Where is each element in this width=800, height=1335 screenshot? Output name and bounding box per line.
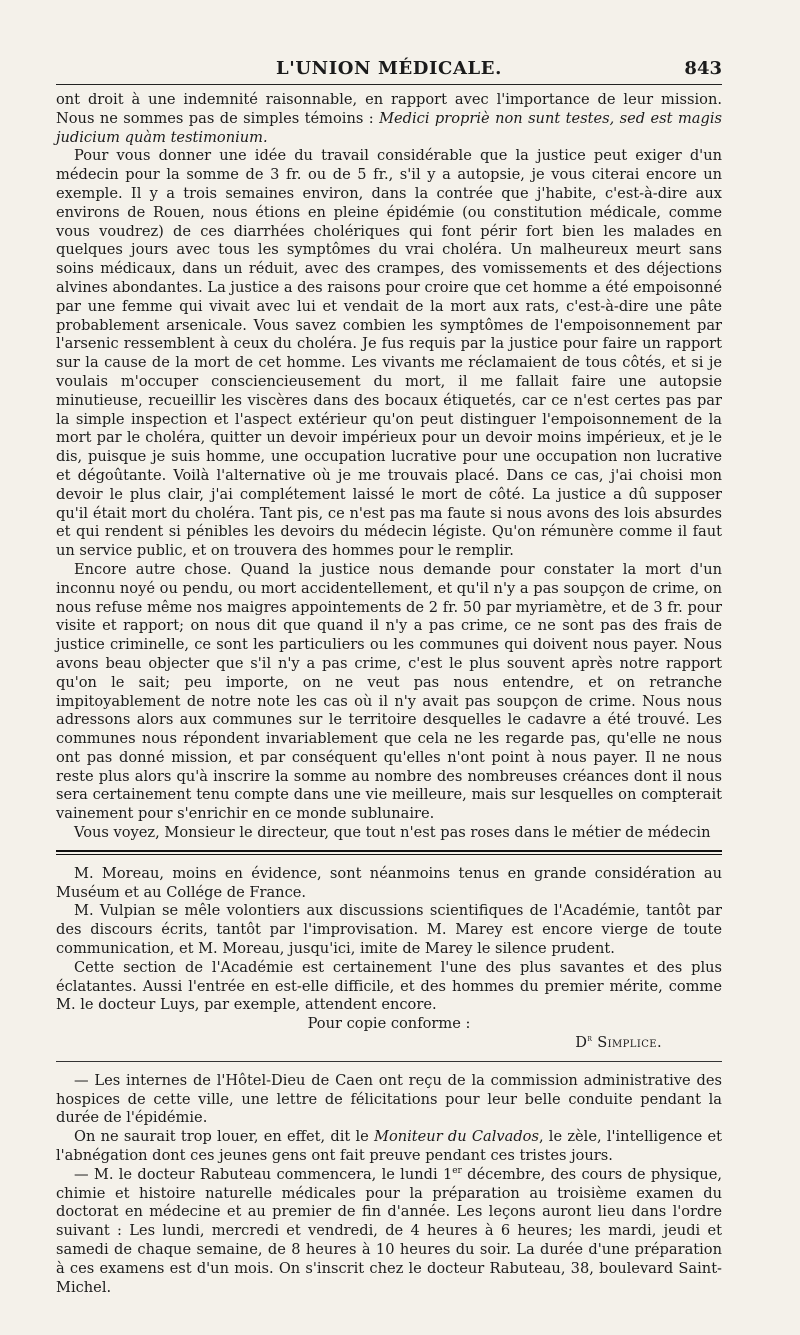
feuilleton-paragraph: M. Vulpian se mêle volontiers aux discussions scientifiques de l'Académie, tantôt par des discours écrits, tantôt par l'improvisation. M. Marey est encore vierge de toute communication, et M. Moreau, jusqu'ici, imite de Marey le silence prudent. — [56, 902, 722, 958]
article-body — [56, 91, 722, 843]
news-item: On ne saurait trop louer, en effet, dit le Moniteur du Calvados, le zèle, l'intelligence et l'abnégation dont ces jeunes gens ont fait preuve pendant ces tristes jours. — [56, 1128, 722, 1165]
latin-quote: Medici propriè non sunt testes, sed est magis judicium quàm testimonium. — [56, 109, 722, 146]
article-paragraph: Pour vous donner une idée du travail considérable que la justice peut exiger d'un médecin pour la somme de 3 fr. ou de 5 fr., s'il y a autopsie, je vous citerai encore un exemple. Il y a trois semaines environ, dans la contrée que j'habite, c'est-à-dire aux environs de Rouen, nous étions en pleine épidémie (ou constitution médicale, comme vous voudrez) de ces diarrhées cholériques qui font périr fort bien les malades en quelques jours avec tous les symptômes du vrai choléra. Un malheureux meurt sans soins médicaux, dans un réduit, avec des crampes, des vomissements et des déjections alvines abondantes. La justice a des raisons pour croire que cet homme a été empoisonné par une femme qui vivait avec lui et vendait de la mort aux rats, c'est-à-dire une pâte probablement arsenicale. Vous savez combien les symptômes de l'empoisonnement par l'arsenic ressemblent à ceux du choléra. Je fus requis par la justice pour faire un rapport sur la cause de la mort de cet homme. Les vivants me réclamaient de tous côtés, et si je voulais m'occuper consciencieusement du mort, il me fallait faire une autopsie minutieuse, recueillir les viscères dans des bocaux étiquetés, car ce n'est certes pas par la simple inspection et l'aspect extérieur qu'on peut distinguer l'empoisonnement de la mort par le choléra, quitter un devoir impérieux pour un devoir moins impérieux, et je le dis, puisque je suis homme, une occupation lucrative pour une occupation non lucrative et dégoûtante. Voilà l'alternative où je me trouvais placé. Dans ce cas, j'ai choisi mon devoir le plus clair, j'ai complétement laissé le mort de côté. La justice a dû supposer qu'il était mort du choléra. Tant pis, ce n'est pas ma faute si nous avons des lois absurdes et qui rendent si pénibles les devoirs du médecin légiste. Qu'on rémunère comme il faut un service public, et on trouvera des hommes pour le remplir. — [56, 147, 722, 560]
feuilleton-separator — [56, 850, 722, 855]
news-section — [56, 1072, 722, 1298]
article-paragraph: Vous voyez, Monsieur le directeur, que tout n'est pas roses dans le métier de médecin — [74, 824, 711, 842]
feuilleton-paragraph: Cette section de l'Académie est certainement l'une des plus savantes et des plus éclatantes. Aussi l'entrée en est-elle difficile, et des hommes du premier mérite, comme M. le docteur Luys, par exemple, attendent encore. — [56, 958, 722, 1014]
signature: $D^r$ Simplice. — [575, 1034, 662, 1052]
journal-title: L'UNION MÉDICALE. — [276, 58, 502, 79]
page-number: 843 — [684, 58, 722, 79]
copy-line: Pour copie conforme : — [307, 1015, 471, 1033]
news-item: — M. le docteur Rabuteau commencera, le lundi 1er décembre, des cours de physique, chimie et histoire naturelle médicales pour la préparation au troisième examen du doctorat en médecine et au premier de fin d'année. Les leçons auront lieu dans l'ordre suivant : Les lundi, mercredi et vendredi, de 4 heures à 6 heures; les mardi, jeudi et samedi de chaque semaine, de 8 heures à 10 heures du soir. La durée d'une préparation à ces examens est d'un mois. On s'inscrit chez le docteur Rabuteau, 38, boulevard Saint-Michel. — [56, 1165, 722, 1296]
article-paragraph: ont droit à une indemnité raisonnable, en rapport avec l'importance de leur mission. Nous ne sommes pas de simples témoins : Medici propriè non sunt testes, sed est magis judicium quàm testimonium. — [56, 91, 722, 146]
feuilleton-body — [56, 865, 722, 1053]
feuilleton-paragraph: M. Moreau, moins en évidence, sont néanmoins tenus en grande considération au Muséum et au Collége de France. — [56, 864, 722, 901]
running-header — [56, 56, 722, 85]
news-item: — Les internes de l'Hôtel-Dieu de Caen ont reçu de la commission administrative des hospices de cette ville, une lettre de félicitations pour leur belle conduite pendant la durée de l'épidémie. — [56, 1071, 722, 1127]
newspaper-title: Moniteur du Calvados — [374, 1128, 539, 1146]
news-separator — [56, 1061, 722, 1062]
article-paragraph: Encore autre chose. Quand la justice nous demande pour constater la mort d'un inconnu noyé ou pendu, ou mort accidentellement, et qu'il n'y a pas soupçon de crime, on nous refuse même nos maigres appointements de 2 fr. 50 par myriamètre, et de 3 fr. pour visite et rapport; on nous dit que quand il n'y a pas crime, ce ne sont pas des frais de justice criminelle, ce sont les particuliers ou les communes qui doivent nous payer. Nous avons beau objecter que s'il n'y a pas crime, c'est le plus souvent après notre rapport qu'on le sait; peu importe, on ne veut pas nous entendre, et on retranche impitoyablement de notre note les cas où il n'y avait pas soupçon de crime. Nous nous adressons alors aux communes sur le territoire desquelles le cadavre a été trouvé. Les communes nous répondent invariablement que cela ne les regarde pas, qu'elle ne nous ont pas donné mission, et par conséquent qu'elles n'ont point à nous payer. Il ne nous reste plus alors qu'à inscrire la somme au nombre des nombreuses créances dont il nous sera certainement tenu compte dans une vie meilleure, mais sur lesquelles on compterait vainement pour s'enrichir en ce monde sublunaire. — [56, 560, 722, 823]
